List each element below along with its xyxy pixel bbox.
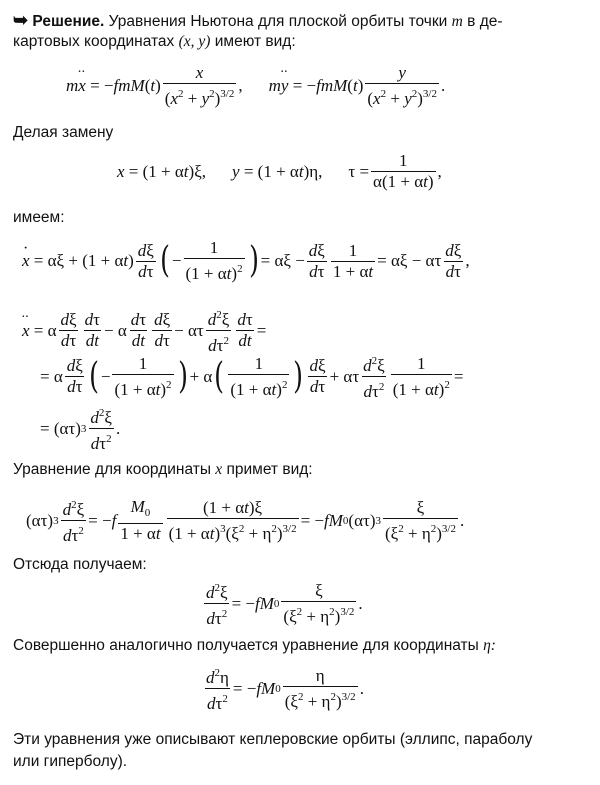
substitution-text: Делая замену	[13, 124, 114, 141]
intro-coords: (x, y)	[178, 33, 211, 50]
eta-equation: $d^2\eta$ $d\tau^2$ = − fM 0 η $(\xi^2 + \eta^2)^{3/2}$ .	[206, 665, 364, 713]
similar-text	[13, 636, 496, 656]
hence-text: Отсюда получаем:	[13, 556, 147, 573]
substitution-equation: x = (1 + α t )ξ, y = (1 + α t )η, τ = 1 α(1 + αt) ,	[117, 151, 442, 191]
xddot-equation-2: = α dξ dτ ( − 1 $(1 + \alpha t)^2$ ) + α ( 1 $(1 + \alpha t)^2$ ) dξ dτ + ατ $d^2\xi$ $d\tau^2$ 1 $(1 + \alpha t)^2$ =	[40, 353, 464, 401]
xddot-equation-3: = (ατ) 3 $d^2\xi$ $d\tau^2$ .	[40, 407, 121, 453]
coord-eq-text	[13, 460, 313, 480]
xddot-equation-1: x ·· = α dξ dτ dτ dt − α dτ dt dξ dτ − ατ $d^2\xi$ $d\tau^2$ dτ dt =	[22, 306, 266, 355]
conclusion-line-2: или гиперболу).	[13, 753, 128, 770]
newton-equations: m x ·· = − fmM ( t ) x $(x^2 + y^2)^{3/2}$ , m y ·· = − fmM ( t ) y $(x^2 + y^2)^{3/2}$ .	[66, 64, 445, 108]
intro-text-2b: имеют вид:	[214, 33, 296, 50]
solution-label: Решение.	[32, 13, 105, 30]
similar-text-a: Совершенно аналогично получается уравнение для координаты	[13, 637, 479, 654]
coord-eq-x: x	[215, 461, 223, 478]
xdot-equation: x · = αξ + (1 + α t ) dξ dτ ( − 1 $(1 + \alpha t)^2$ ) = αξ − dξ dτ 1 1 + αt = αξ − ατ dξ dτ ,	[22, 239, 470, 283]
we-have-text: имеем:	[13, 209, 65, 226]
intro-line-1	[13, 10, 503, 32]
xi-equation: $d^2\xi$ $d\tau^2$ = − fM 0 ξ $(\xi^2 + \eta^2)^{3/2}$ .	[206, 580, 363, 628]
coord-eq-text-b: примет вид:	[226, 461, 313, 478]
x-equation: (ατ) 3 $d^2\xi$ $d\tau^2$ = − f $M_0$ 1 + αt (1 + αt)ξ $(1 + \alpha t)^3(\xi^2 + \eta^2)^{3/2}$ = − fM 0 (ατ) 3 ξ $(\xi^2 + \eta^2)^{3/2}$ .	[26, 497, 465, 545]
intro-text-2a: картовых координатах	[13, 33, 175, 50]
conclusion-line-1: Эти уравнения уже описывают кеплеровские орбиты (эллипс, параболу	[13, 731, 533, 748]
arrow-icon: ➥	[13, 10, 29, 30]
intro-point-m: m	[451, 13, 463, 30]
intro-text-1a: Уравнения Ньютона для плоской орбиты точки	[108, 13, 448, 30]
intro-line-2	[13, 32, 296, 52]
similar-eta: η:	[483, 637, 496, 654]
coord-eq-text-a: Уравнение для координаты	[13, 461, 211, 478]
intro-text-1b: в де-	[467, 13, 503, 30]
